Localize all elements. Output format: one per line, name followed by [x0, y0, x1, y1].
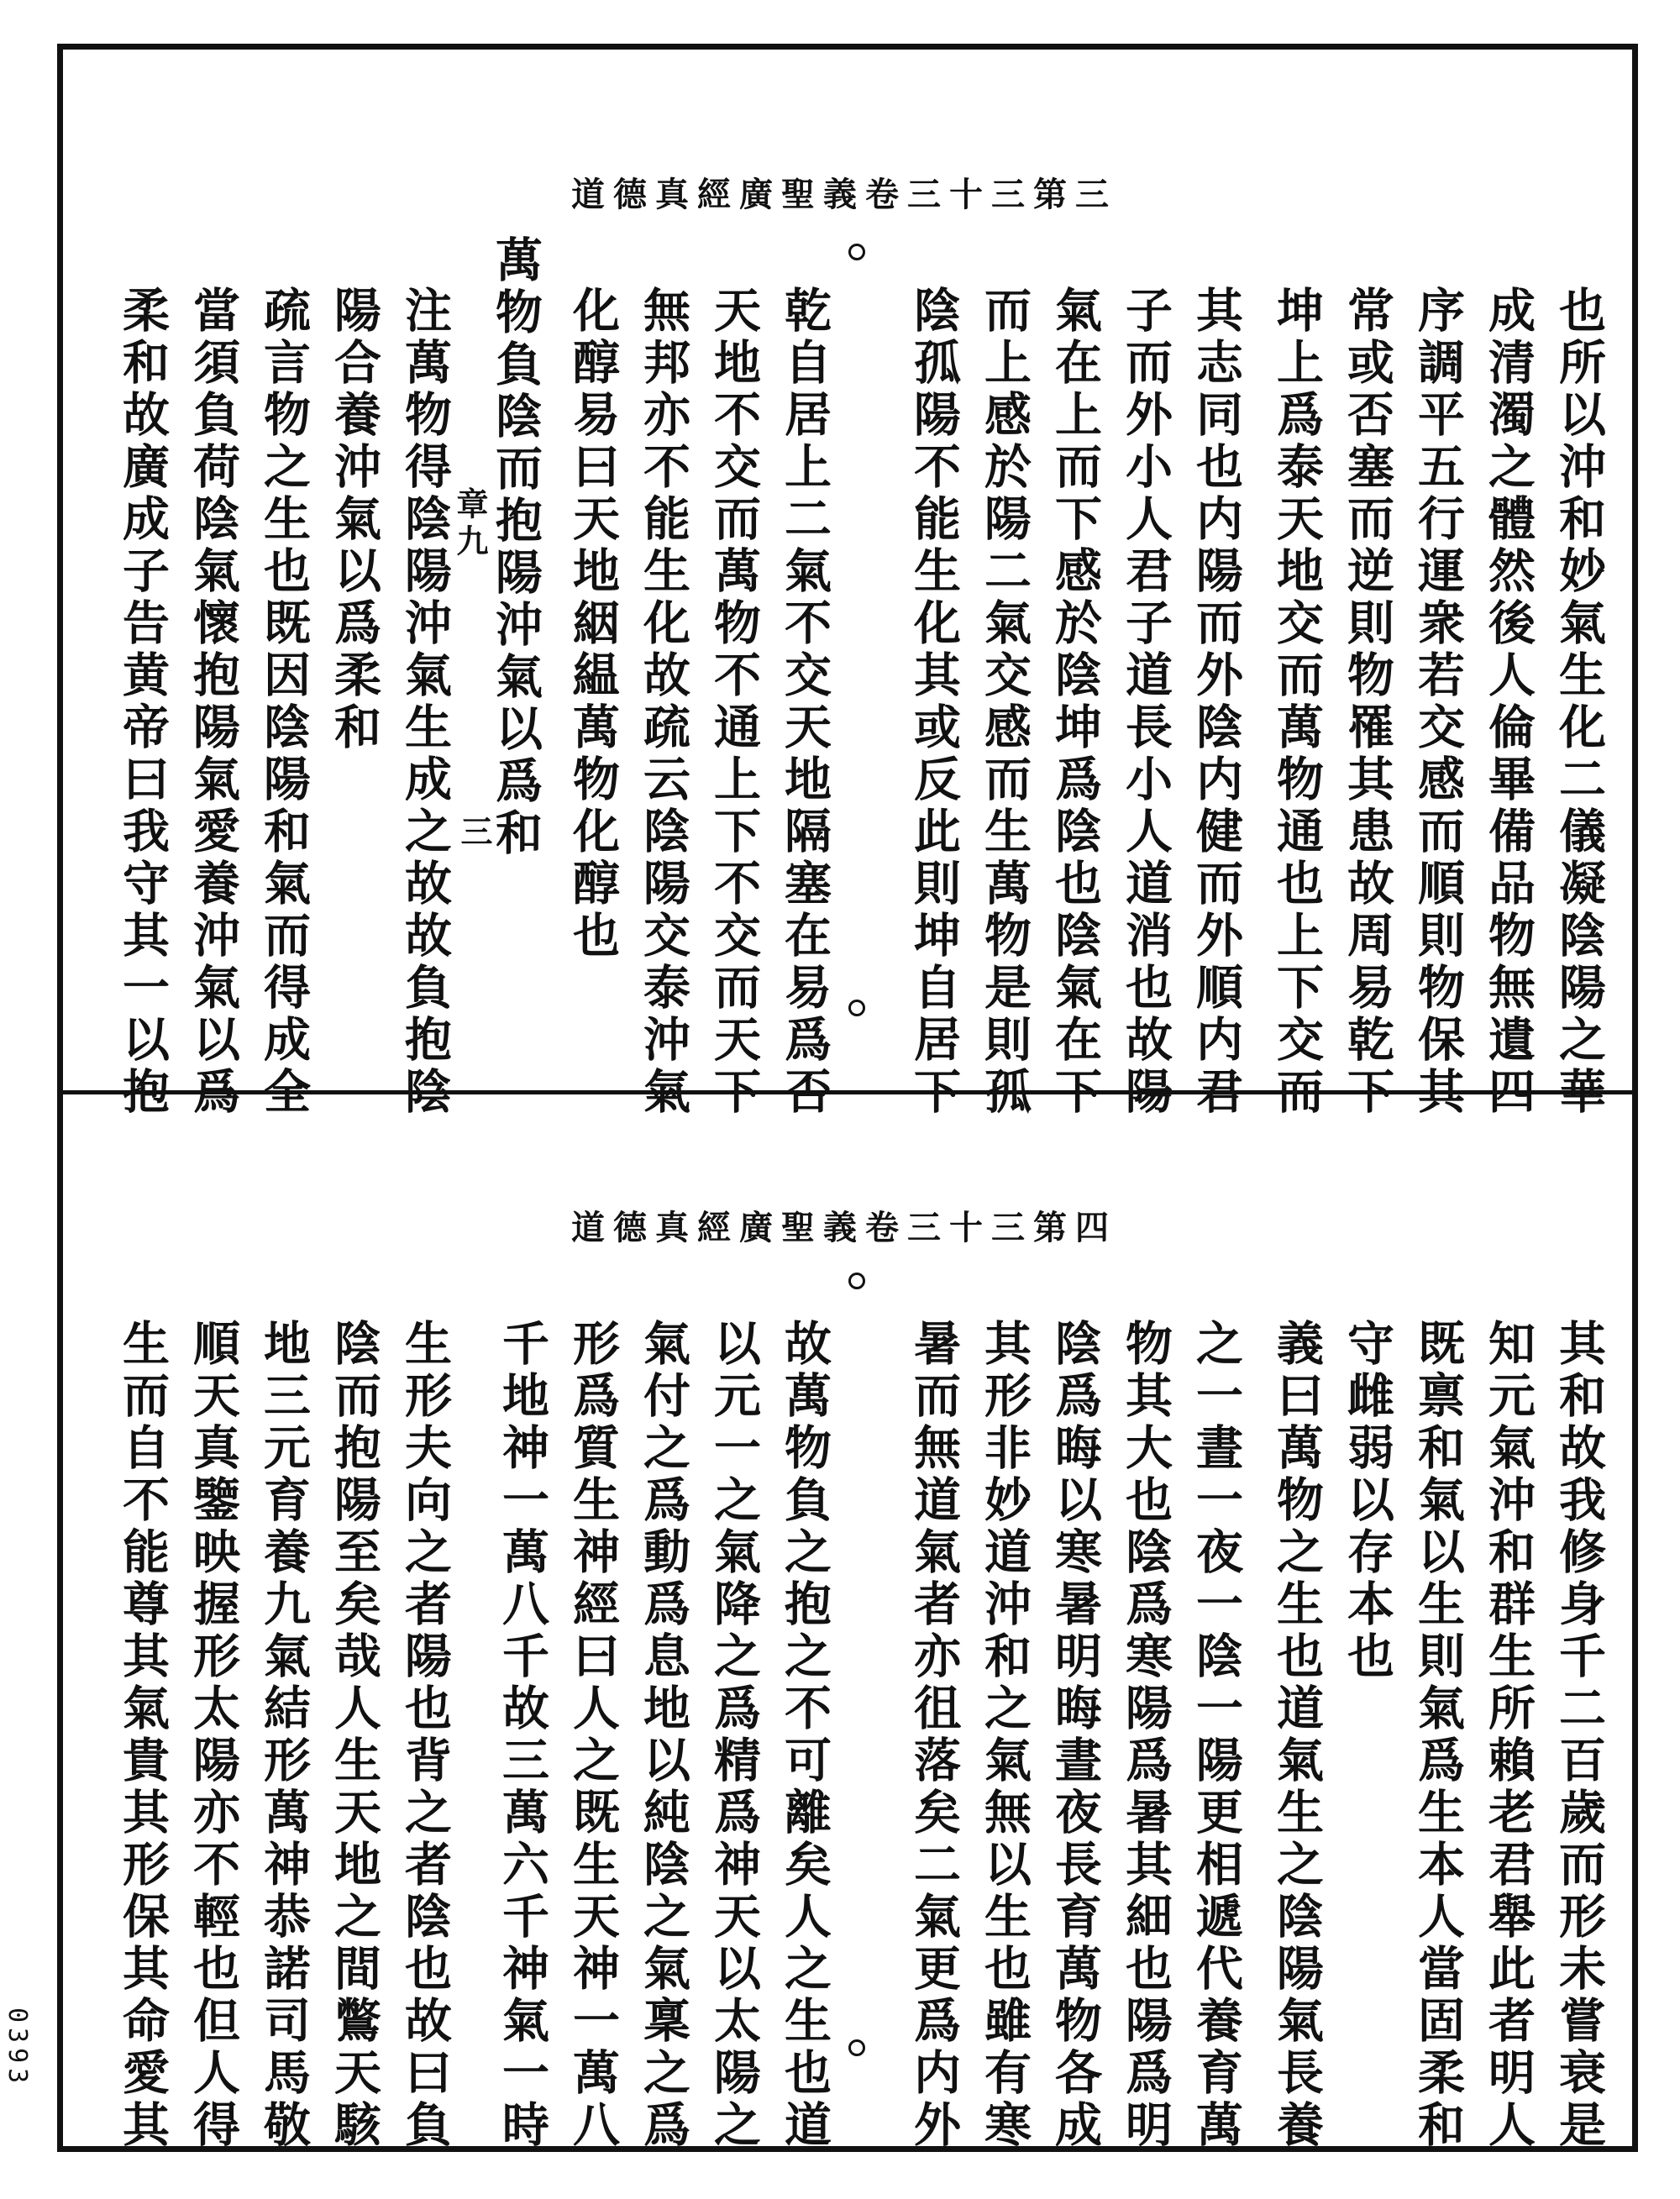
top-column-13: 無邦亦不能生化故疏云陰陽交泰沖氣: [636, 286, 691, 1119]
bottom-column-5: 義曰萬物之生也道氣生之陰陽氣長養: [1269, 1319, 1325, 2152]
bottom-column-10: 暑而無道氣者亦徂落矣二氣更爲内外: [906, 1319, 962, 2152]
top-column-12: 天地不交而萬物不通上下不交而天下: [706, 286, 762, 1119]
top-column-8: 氣在上而下感於陰坤爲陰也陰氣在下: [1047, 286, 1103, 1119]
top-column-16: 注萬物得陰陽沖氣生成之故故負抱陰: [397, 286, 453, 1119]
bottom-column-8: 陰爲晦以寒暑明晦晝夜長育萬物各成: [1047, 1319, 1103, 2152]
circle-marker-icon: [848, 1000, 865, 1016]
bottom-column-20: 生而自不能尊其氣貴其形保其命愛其: [115, 1319, 171, 2152]
top-column-2: 成清濁之體然後人倫畢備品物無遺四: [1481, 286, 1536, 1119]
bottom-column-2: 知元氣沖和群生所賴老君舉此者明人: [1481, 1319, 1536, 2152]
top-column-20: 柔和故廣成子告黄帝曰我守其一以抱: [115, 286, 171, 1119]
bottom-column-19: 順天真鑒映握形太陽亦不輕也但人得: [186, 1319, 241, 2152]
top-column-1: 也所以沖和妙氣生化二儀凝陰陽之華: [1551, 286, 1607, 1119]
bottom-running-head: 道德真經廣聖義卷三十三第四: [571, 1208, 1117, 1247]
top-column-11: 乾自居上二氣不交天地隔塞在易爲否: [777, 286, 832, 1119]
bottom-column-7: 物其大也陰爲寒陽爲暑其細也陽爲明: [1118, 1319, 1173, 2152]
bottom-column-6: 之一晝一夜一陰一陽更相遞代養育萬: [1189, 1319, 1244, 2152]
top-column-17: 陽合養沖氣以爲柔和: [327, 286, 382, 754]
top-column-3: 序調平五行運衆若交感而順則物保其: [1410, 286, 1466, 1119]
circle-marker-icon: [848, 2039, 865, 2056]
bottom-column-18: 地三元育養九氣結形萬神恭諾司馬敬: [256, 1319, 312, 2152]
bottom-column-14: 形爲質生神經曰人之既生天神一萬八: [565, 1319, 621, 2152]
bottom-column-13: 氣付之爲動爲息地以純陰之氣稟之爲: [636, 1319, 691, 2152]
page-number: 0393: [3, 2007, 32, 2089]
bottom-column-3: 既禀和氣以生則氣爲生本人當固柔和: [1410, 1319, 1466, 2152]
top-column-18: 疏言物之生也既因陰陽和氣而得成全: [256, 286, 312, 1119]
top-column-14: 化醇易曰天地絪緼萬物化醇也: [565, 286, 621, 963]
bottom-column-4: 守雌弱以存本也: [1340, 1319, 1395, 1683]
bottom-column-1: 其和故我修身千二百歲而形未嘗衰是: [1551, 1319, 1607, 2152]
top-column-5: 坤上爲泰天地交而萬物通也上下交而: [1269, 286, 1325, 1119]
bottom-column-9: 其形非妙道沖和之氣無以生也雖有寒: [977, 1319, 1032, 2152]
bottom-column-15: 千地神一萬八千故三萬六千神氣一時: [495, 1319, 550, 2152]
top-column-10: 陰孤陽不能生化其或反此則坤自居下: [906, 286, 962, 1119]
top-column-9: 而上感於陽二氣交感而生萬物是則孤: [977, 286, 1032, 1119]
circle-marker-icon: [848, 244, 865, 260]
top-column-7: 子而外小人君子道長小人道消也故陽: [1118, 286, 1173, 1119]
top-column-19: 當須負荷陰氣懷抱陽氣愛養沖氣以爲: [186, 286, 241, 1119]
bottom-column-16: 生形夫向之者陽也背之者陰也故曰負: [397, 1319, 453, 2152]
top-running-head: 道德真經廣聖義卷三十三第三: [571, 175, 1117, 214]
bottom-column-17: 陰而抱陽至矣哉人生天地之間鷩天駭: [327, 1319, 382, 2152]
top-column-6: 其志同也内陽而外陰内健而外順内君: [1189, 286, 1244, 1119]
chapter-mark: 章九: [451, 487, 489, 561]
sub-mark: 三: [455, 815, 493, 852]
bottom-column-11: 故萬物負之抱之不可離矣人之生也道: [777, 1319, 832, 2152]
bottom-column-12: 以元一之氣降之爲精爲神天以太陽之: [706, 1319, 762, 2152]
top-column-15: 萬物負陰而抱陽沖氣以爲和: [488, 235, 543, 860]
circle-marker-icon: [848, 1273, 865, 1289]
top-column-4: 常或否塞而逆則物罹其患故周易乾下: [1340, 286, 1395, 1119]
